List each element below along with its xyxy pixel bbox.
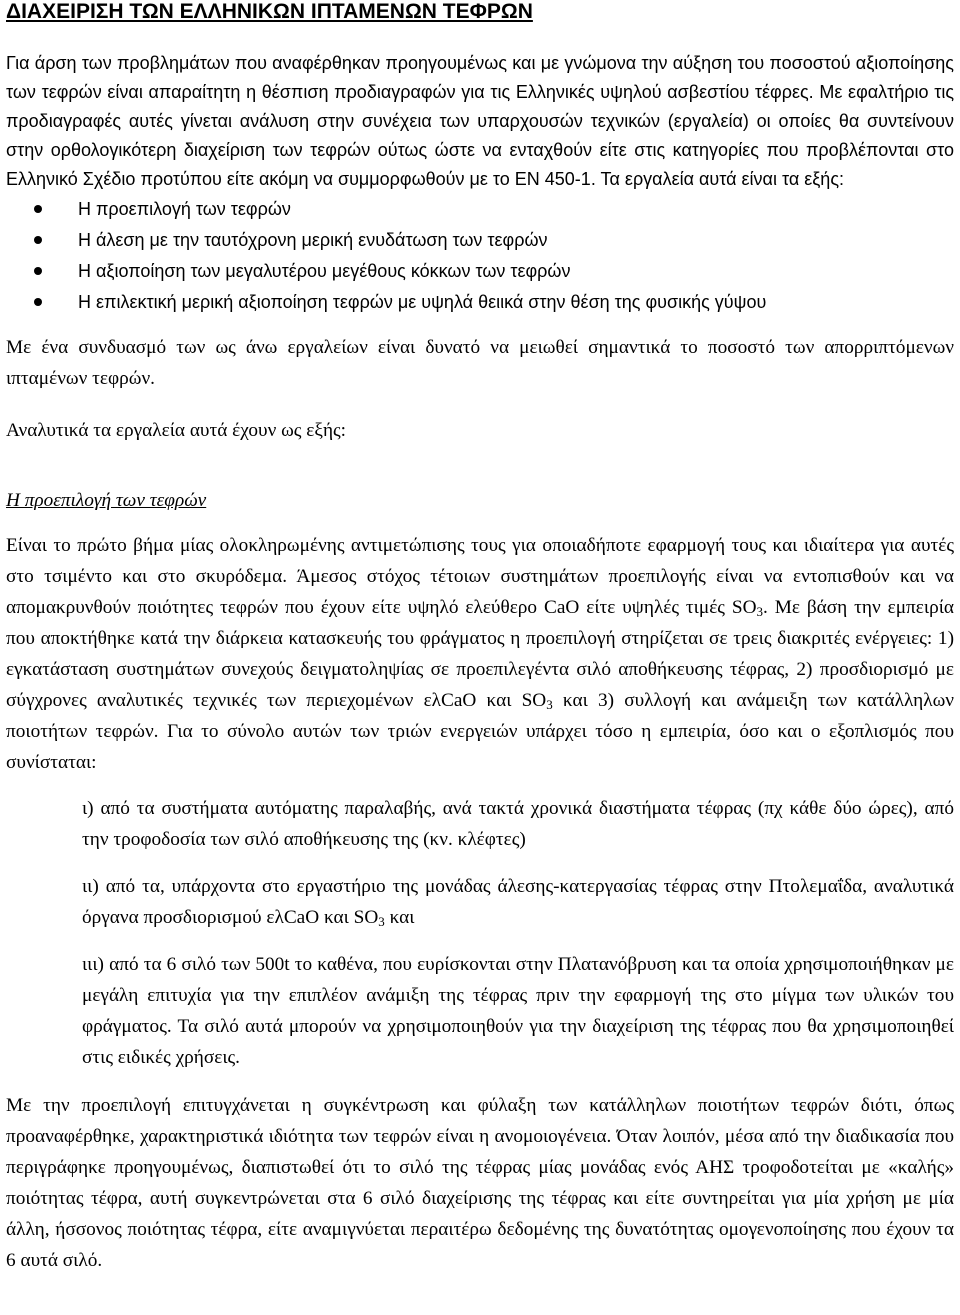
subscript-3: 3 (546, 697, 553, 712)
list-item (6, 287, 954, 318)
section-body-part2: . Με βάση την εμπειρία που αποκτήθηκε κατά την διάρκεια κατασκευής του φράγματος η προεπιλογή στηρίζεται σε τρεις διακριτές ενέργειες: 1) εγκατάσταση συστημάτων συνεχούς δειγματοληψίας σε προεπιλεγέντα σιλό αποθήκευσης τέφρας, 2) προσδιορισμό με σύγχρονες αναλυτικές τεχνικές των περιεχομένων ελCaO και SO (6, 597, 954, 711)
subscript-3: 3 (378, 914, 385, 929)
document-page (6, 0, 954, 1276)
section-body-part1: Είναι το πρώτο βήμα μίας ολοκληρωμένης αντιμετώπισης τους για οποιαδήποτε εφαρμογή τους και ιδιαίτερα για αυτές στο τσιμέντο και στο σκυρόδεμα. Άμεσος στόχος τέτοιων συστημάτων προεπιλογής είναι να εντοπισθούν και να απομακρυνθούν ποιότητες τεφρών που έχουν είτε υψηλό ελεύθερο CaO είτε υψηλές τιμές SO (6, 535, 954, 618)
section-body-part3: και 3) συλλογή και ανάμειξη των κατάλληλων ποιοτήτων τεφρών. Για το σύνολο αυτών των τριών ενεργειών υπάρχει τόσο η εμπειρία, όσο και ο εξοπλισμός που συνίσταται: (6, 690, 954, 773)
detail-intro-paragraph: Αναλυτικά τα εργαλεία αυτά έχουν ως εξής: (6, 420, 347, 441)
list-item-text: Η επιλεκτική μερική αξιοποίηση τεφρών με υψηλά θειικά στην θέση της φυσικής γύψου (78, 292, 767, 312)
section-body-paragraph (6, 530, 954, 778)
equipment-item-ii-text: ιι) από τα, υπάρχοντα στο εργαστήριο της μονάδας άλεσης-κατεργασίας τέφρας στην Πτολεμαΐδα, αναλυτικά όργανα προσδιορισμού ελCaO και SO (82, 876, 954, 928)
equipment-item-iii: ιιι) από τα 6 σιλό των 500t το καθένα, που ευρίσκονται στην Πλατανόβρυση και τα οποία χρησιμοποιήθηκαν με μεγάλη επιτυχία για την επιπλέον ανάμιξη της τέφρας πριν την εφαρμογή της στο μίγμα των υλικών του φράγματος. Τα σιλό αυτά μπορούν να χρησιμοποιηθούν για την διαχείριση της τέφρας που θα χρησιμοποιηθεί στις ειδικές χρήσεις. (82, 954, 954, 1068)
summary-paragraph: Με ένα συνδυασμό των ως άνω εργαλείων είναι δυνατό να μειωθεί σημαντικά το ποσοστό των απορριπτόμενων ιπταμένων τεφρών. (6, 337, 954, 389)
list-item-text: Η αξιοποίηση των μεγαλυτέρου μεγέθους κόκκων των τεφρών (78, 261, 571, 281)
list-item-text: Η άλεση με την ταυτόχρονη μερική ενυδάτωση των τεφρών (78, 230, 548, 250)
section-heading: Η προεπιλογή των τεφρών (6, 490, 207, 511)
document-title: ΔΙΑΧΕΙΡΙΣΗ ΤΩΝ ΕΛΛΗΝΙΚΩΝ ΙΠΤΑΜΕΝΩΝ ΤΕΦΡΩΝ (6, 0, 533, 23)
equipment-item-i: ι) από τα συστήματα αυτόματης παραλαβής, ανά τακτά χρονικά διαστήματα τέφρας (πχ κάθε δύο ώρες), από την τροφοδοσία των σιλό αποθήκευσης της (κν. κλέφτες) (82, 798, 954, 850)
bullet-icon (34, 267, 42, 275)
list-item (6, 194, 954, 225)
equipment-item-ii (6, 871, 954, 933)
subscript-3: 3 (756, 604, 763, 619)
equipment-list (6, 793, 954, 1073)
tools-list (6, 194, 954, 318)
intro-paragraph: Για άρση των προβλημάτων που αναφέρθηκαν προηγουμένως και με γνώμονα την αύξηση του ποσοστού αξιοποίησης των τεφρών είναι απαραίτητη η θέσπιση προδιαγραφών για τις Ελληνικές υψηλού ασβεστίου τέφρες. Με εφαλτήριο τις προδιαγραφές αυτές γίνεται ανάλυση στην συνέχεια των υπαρχουσών τεχνικών (εργαλεία) οι οποίες θα συντείνουν στην ορθολογικότερη διαχείριση των τεφρών ούτως ώστε να ενταχθούν είτε στις κατηγορίες που προβλέπονται στο Ελληνικό Σχέδιο προτύπου είτε ακόμη να συμμορφωθούν με το ΕΝ 450-1. Τα εργαλεία αυτά είναι τα εξής: (6, 53, 954, 189)
equipment-item-ii-tail: και (384, 907, 415, 928)
list-item (6, 256, 954, 287)
bullet-icon (34, 205, 42, 213)
bullet-icon (34, 236, 42, 244)
list-item-text: Η προεπιλογή των τεφρών (78, 199, 291, 219)
conclusion-paragraph: Με την προεπιλογή επιτυγχάνεται η συγκέντρωση και φύλαξη των κατάλληλων ποιοτήτων τεφρών διότι, όπως προαναφέρθηκε, χαρακτηριστικά ιδιότητα των τεφρών είναι η ανομοιογένεια. Όταν λοιπόν, μέσα από την διαδικασία που περιγράφηκε προηγουμένως, διαπιστωθεί ότι το σιλό της τέφρας μίας μονάδας ενός ΑΗΣ τροφοδοτείται με «καλής» ποιότητας τέφρα, αυτή συγκεντρώνεται στα 6 σιλό διαχείρισης της τέφρας και είτε συντηρείται για μία χρήση με μία άλλη, ήσσονος ποιότητας τέφρα, είτε αναμιγνύεται περαιτέρω δεδομένης της δυνατότητας ομογενοποίησης που έχουν τα 6 αυτά σιλό. (6, 1095, 954, 1271)
list-item (6, 225, 954, 256)
bullet-icon (34, 298, 42, 306)
